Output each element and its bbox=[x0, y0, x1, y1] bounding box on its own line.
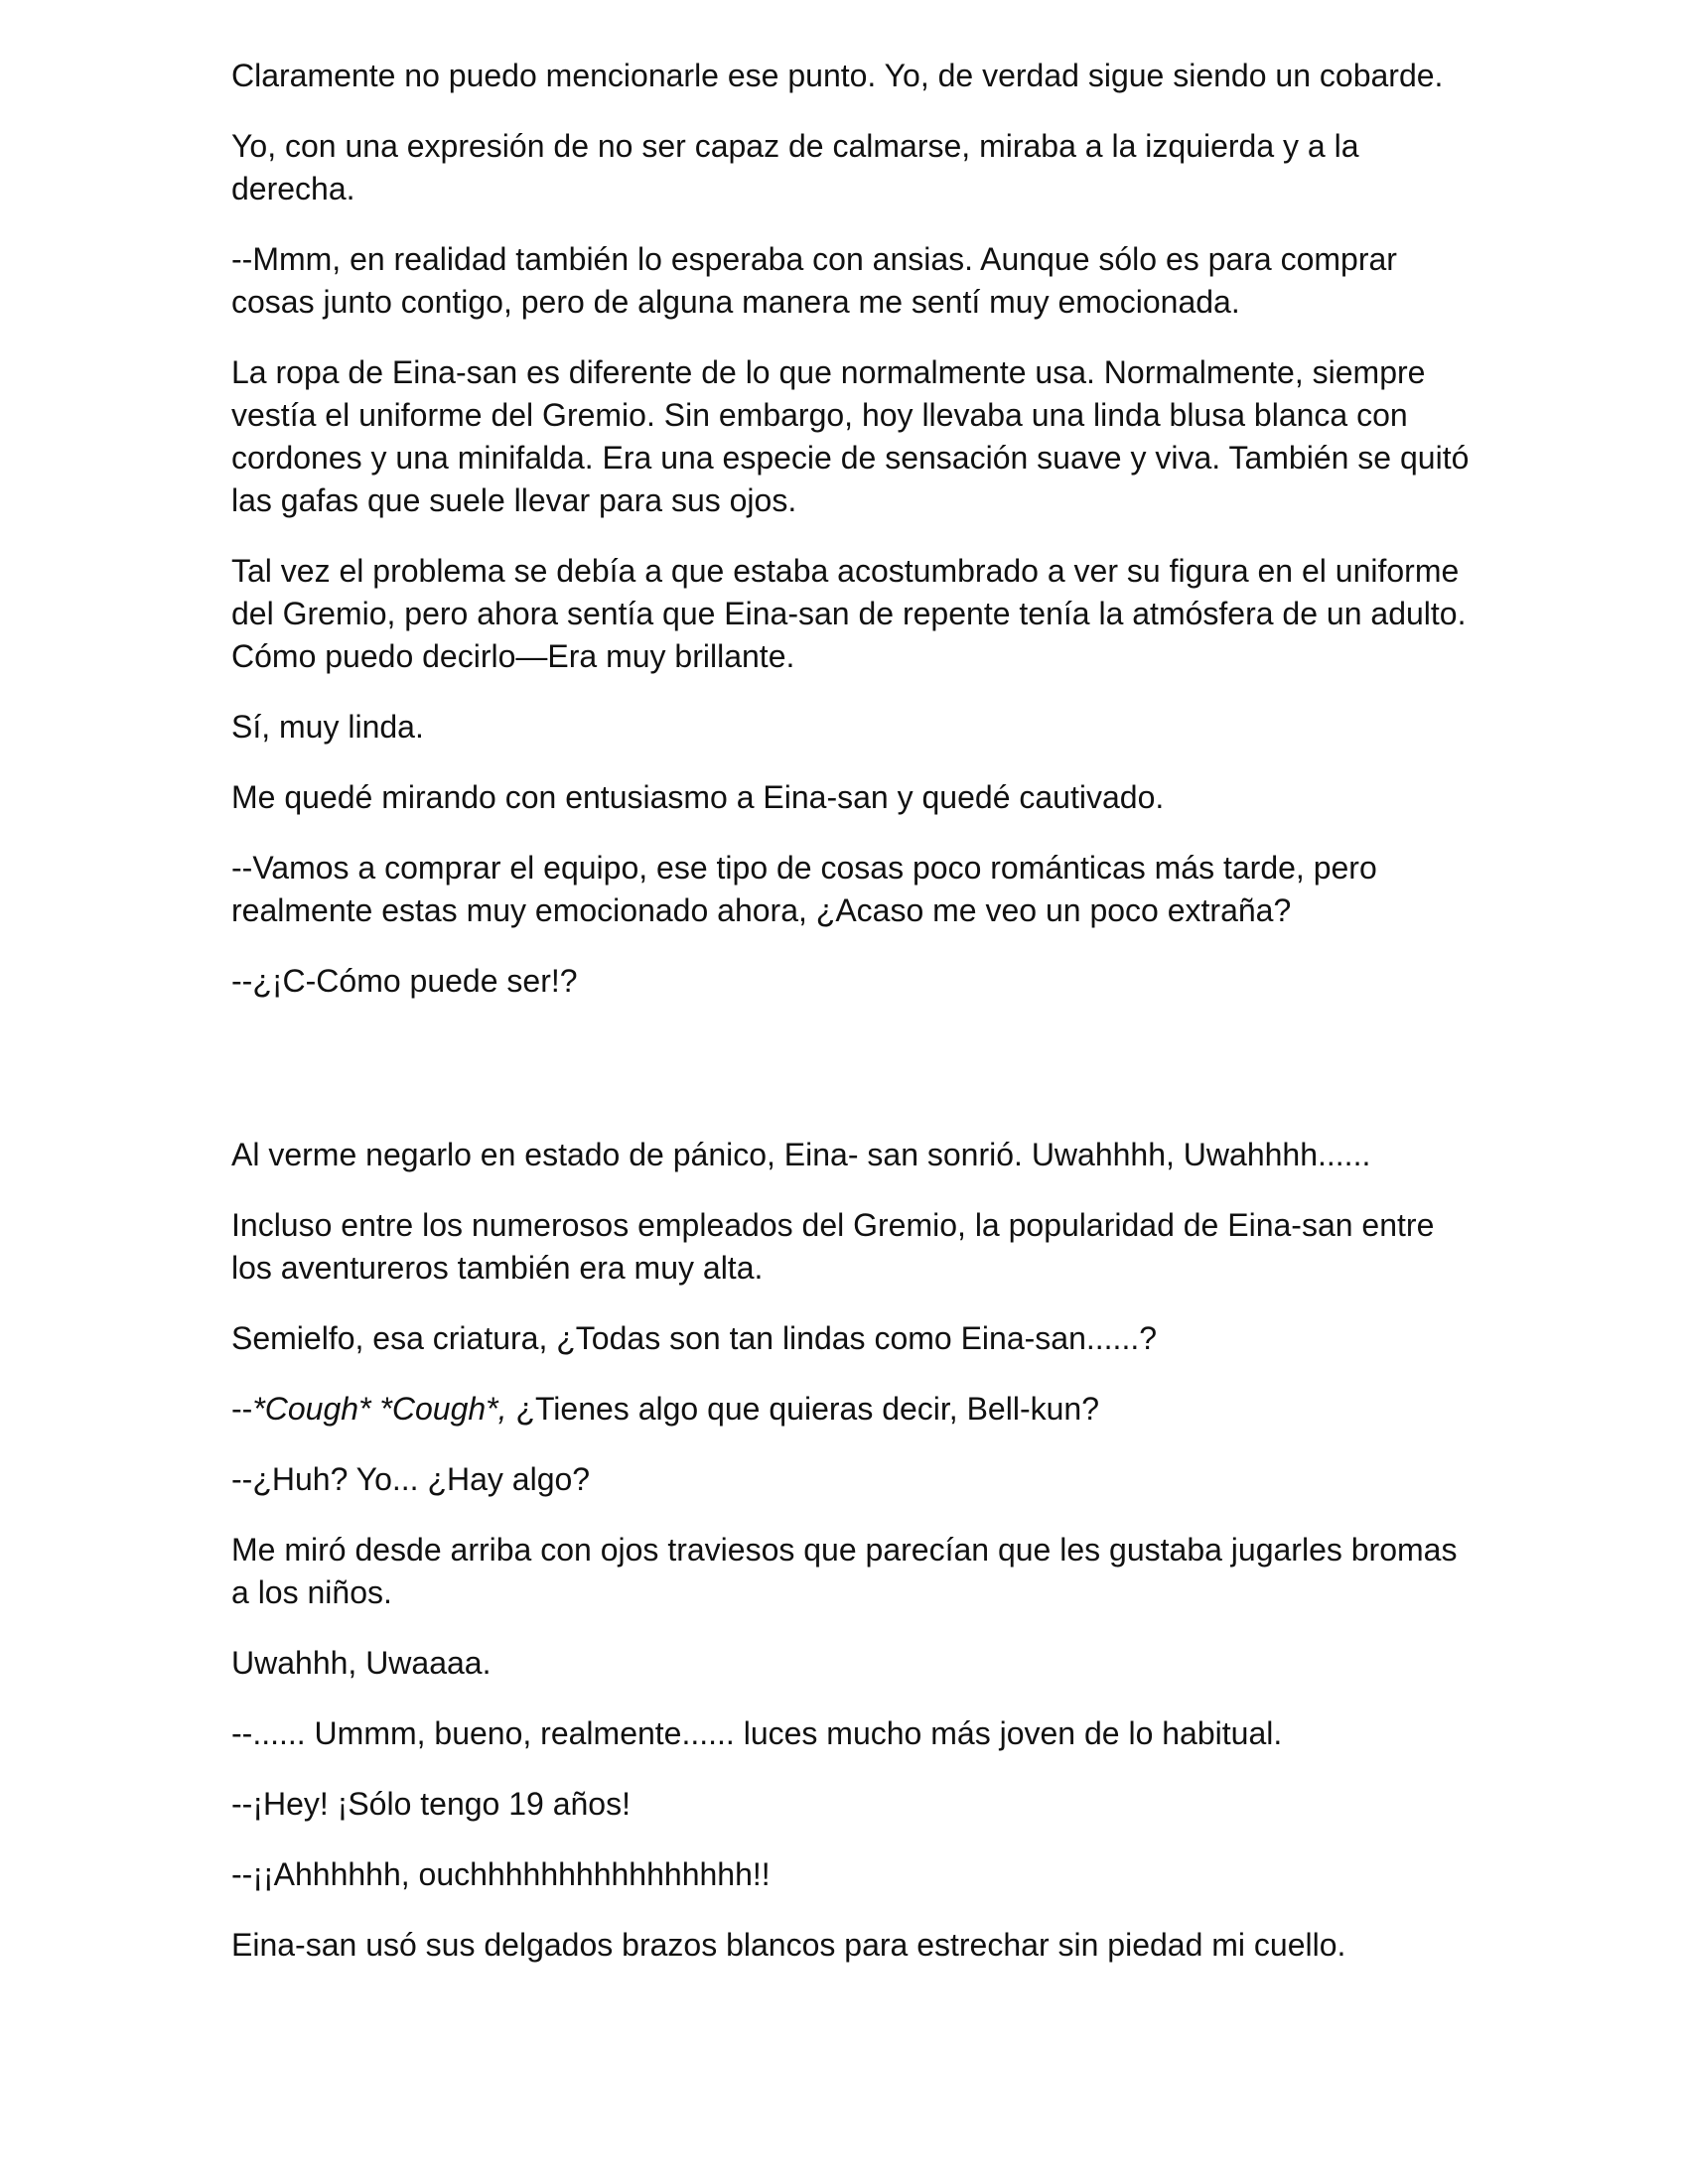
paragraph: Semielfo, esa criatura, ¿Todas son tan lindas como Eina-san......? bbox=[231, 1320, 1158, 1356]
paragraph: Me miró desde arriba con ojos traviesos que parecían que les gustaba jugarles bromas a los niños. bbox=[231, 1532, 1458, 1610]
cough-italic-text: *Cough* *Cough*, bbox=[252, 1391, 507, 1427]
paragraph: --Mmm, en realidad también lo esperaba con ansias. Aunque sólo es para comprar cosas junto contigo, pero de alguna manera me sentí muy emocionada. bbox=[231, 241, 1397, 320]
paragraph: Al verme negarlo en estado de pánico, Eina- san sonrió. Uwahhhh, Uwahhhh...... bbox=[231, 1137, 1371, 1172]
paragraph: --...... Ummm, bueno, realmente...... luces mucho más joven de lo habitual. bbox=[231, 1715, 1283, 1751]
body-text bbox=[231, 55, 1482, 1994]
paragraph: --¿¡C-Cómo puede ser!? bbox=[231, 963, 578, 999]
dialogue-rest: ¿Tienes algo que quieras decir, Bell-kun? bbox=[506, 1391, 1099, 1427]
paragraph-with-italic bbox=[231, 1388, 1482, 1431]
paragraph: Eina-san usó sus delgados brazos blancos para estrechar sin piedad mi cuello. bbox=[231, 1927, 1346, 1963]
paragraph: --Vamos a comprar el equipo, ese tipo de cosas poco románticas más tarde, pero realmente estas muy emocionado ahora, ¿Acaso me veo un poco extraña? bbox=[231, 850, 1377, 928]
paragraph: Me quedé mirando con entusiasmo a Eina-san y quedé cautivado. bbox=[231, 779, 1165, 815]
paragraph: --¿Huh? Yo... ¿Hay algo? bbox=[231, 1461, 591, 1497]
paragraph: Sí, muy linda. bbox=[231, 709, 424, 745]
paragraph: --¡Hey! ¡Sólo tengo 19 años! bbox=[231, 1786, 631, 1822]
paragraph: La ropa de Eina-san es diferente de lo que normalmente usa. Normalmente, siempre vestía el uniforme del Gremio. Sin embargo, hoy llevaba una linda blusa blanca con cordones y una minifalda. Era una especie de sensación suave y viva. También se quitó las gafas que suele llevar para sus ojos. bbox=[231, 354, 1470, 518]
paragraph: --¡¡Ahhhhhh, ouchhhhhhhhhhhhhhhh!! bbox=[231, 1856, 771, 1892]
paragraph: Uwahhh, Uwaaaa. bbox=[231, 1645, 492, 1681]
paragraph: Incluso entre los numerosos empleados del Gremio, la popularidad de Eina-san entre los aventureros también era muy alta. bbox=[231, 1207, 1435, 1286]
paragraph: Yo, con una expresión de no ser capaz de calmarse, miraba a la izquierda y a la derecha. bbox=[231, 128, 1359, 206]
paragraph: Claramente no puedo mencionarle ese punto. Yo, de verdad sigue siendo un cobarde. bbox=[231, 58, 1444, 93]
dialogue-dash: -- bbox=[231, 1391, 253, 1427]
paragraph: Tal vez el problema se debía a que estaba acostumbrado a ver su figura en el uniforme del Gremio, pero ahora sentía que Eina-san de repente tenía la atmósfera de un adulto. Cómo puedo decirlo—Era muy brillante. bbox=[231, 553, 1467, 674]
